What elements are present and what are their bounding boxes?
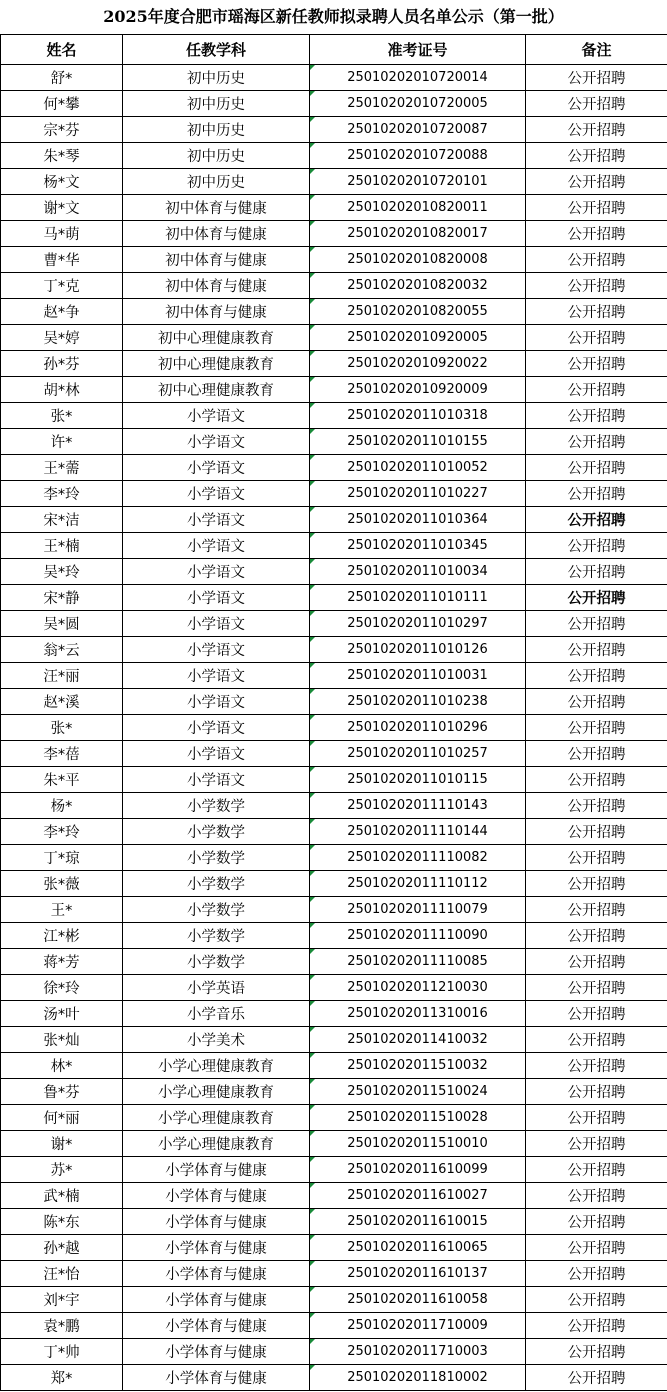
cell-name: 汪*怡	[1, 1261, 123, 1287]
cell-name: 宋*静	[1, 585, 123, 611]
cell-id: 25010202011710003	[310, 1339, 526, 1365]
cell-id: 25010202011810002	[310, 1365, 526, 1391]
table-row	[1, 481, 667, 507]
cell-subject: 初中历史	[123, 65, 310, 91]
cell-id: 25010202011010364	[310, 507, 526, 533]
cell-name: 赵*争	[1, 299, 123, 325]
table-row	[1, 351, 667, 377]
cell-name: 袁*鹏	[1, 1313, 123, 1339]
table-row	[1, 637, 667, 663]
cell-name: 王*薷	[1, 455, 123, 481]
cell-note: 公开招聘	[526, 507, 667, 533]
cell-note: 公开招聘	[526, 1027, 667, 1053]
table-row	[1, 819, 667, 845]
cell-subject: 初中心理健康教育	[123, 377, 310, 403]
cell-name: 谢*文	[1, 195, 123, 221]
cell-name: 舒*	[1, 65, 123, 91]
cell-subject: 小学心理健康教育	[123, 1079, 310, 1105]
cell-note: 公开招聘	[526, 1365, 667, 1391]
table-row	[1, 715, 667, 741]
cell-name: 曹*华	[1, 247, 123, 273]
table-row	[1, 585, 667, 611]
cell-id: 25010202011610137	[310, 1261, 526, 1287]
table-row	[1, 1001, 667, 1027]
table-row	[1, 169, 667, 195]
table-row	[1, 1079, 667, 1105]
cell-note: 公开招聘	[526, 611, 667, 637]
cell-id: 25010202010720101	[310, 169, 526, 195]
cell-subject: 初中历史	[123, 143, 310, 169]
cell-name: 王*	[1, 897, 123, 923]
table-row	[1, 1261, 667, 1287]
cell-subject: 小学美术	[123, 1027, 310, 1053]
cell-subject: 小学语文	[123, 637, 310, 663]
cell-name: 许*	[1, 429, 123, 455]
table-row	[1, 1287, 667, 1313]
cell-name: 赵*溪	[1, 689, 123, 715]
cell-note: 公开招聘	[526, 143, 667, 169]
table-row	[1, 663, 667, 689]
cell-id: 25010202011110082	[310, 845, 526, 871]
cell-note: 公开招聘	[526, 117, 667, 143]
cell-name: 李*蓓	[1, 741, 123, 767]
cell-id: 25010202010720087	[310, 117, 526, 143]
cell-id: 25010202011610099	[310, 1157, 526, 1183]
table-row	[1, 273, 667, 299]
cell-name: 宋*洁	[1, 507, 123, 533]
cell-name: 翁*云	[1, 637, 123, 663]
cell-id: 25010202011410032	[310, 1027, 526, 1053]
table-row	[1, 221, 667, 247]
cell-subject: 初中体育与健康	[123, 273, 310, 299]
cell-subject: 小学数学	[123, 819, 310, 845]
cell-subject: 小学音乐	[123, 1001, 310, 1027]
cell-id: 25010202011010296	[310, 715, 526, 741]
cell-note: 公开招聘	[526, 273, 667, 299]
cell-name: 丁*帅	[1, 1339, 123, 1365]
cell-name: 孙*越	[1, 1235, 123, 1261]
table-row	[1, 559, 667, 585]
cell-id: 25010202011010052	[310, 455, 526, 481]
cell-id: 25010202011010155	[310, 429, 526, 455]
cell-id: 25010202011610027	[310, 1183, 526, 1209]
table-row	[1, 975, 667, 1001]
cell-id: 25010202010820032	[310, 273, 526, 299]
cell-note: 公开招聘	[526, 559, 667, 585]
cell-note: 公开招聘	[526, 1001, 667, 1027]
cell-subject: 小学英语	[123, 975, 310, 1001]
cell-name: 丁*克	[1, 273, 123, 299]
cell-name: 吴*圆	[1, 611, 123, 637]
header-note: 备注	[526, 35, 667, 65]
table-row	[1, 117, 667, 143]
cell-subject: 小学语文	[123, 663, 310, 689]
cell-id: 25010202011110079	[310, 897, 526, 923]
cell-note: 公开招聘	[526, 247, 667, 273]
cell-name: 吴*玲	[1, 559, 123, 585]
table-row	[1, 507, 667, 533]
cell-subject: 初中历史	[123, 169, 310, 195]
table-row	[1, 1027, 667, 1053]
table-row	[1, 65, 667, 91]
cell-name: 朱*平	[1, 767, 123, 793]
cell-subject: 初中体育与健康	[123, 299, 310, 325]
cell-note: 公开招聘	[526, 1157, 667, 1183]
cell-id: 25010202011010345	[310, 533, 526, 559]
cell-id: 25010202011210030	[310, 975, 526, 1001]
cell-name: 张*薇	[1, 871, 123, 897]
table-row	[1, 247, 667, 273]
cell-subject: 小学体育与健康	[123, 1235, 310, 1261]
cell-subject: 小学体育与健康	[123, 1209, 310, 1235]
cell-subject: 小学体育与健康	[123, 1183, 310, 1209]
cell-subject: 小学心理健康教育	[123, 1131, 310, 1157]
cell-name: 汪*丽	[1, 663, 123, 689]
table-row	[1, 91, 667, 117]
cell-note: 公开招聘	[526, 1339, 667, 1365]
cell-note: 公开招聘	[526, 455, 667, 481]
cell-name: 丁*琼	[1, 845, 123, 871]
cell-subject: 小学数学	[123, 871, 310, 897]
cell-subject: 小学数学	[123, 949, 310, 975]
table-row	[1, 533, 667, 559]
cell-subject: 小学语文	[123, 741, 310, 767]
cell-name: 宗*芬	[1, 117, 123, 143]
cell-id: 25010202011510010	[310, 1131, 526, 1157]
cell-name: 鲁*芬	[1, 1079, 123, 1105]
cell-subject: 初中心理健康教育	[123, 351, 310, 377]
cell-note: 公开招聘	[526, 1079, 667, 1105]
cell-id: 25010202010820055	[310, 299, 526, 325]
cell-name: 杨*文	[1, 169, 123, 195]
cell-id: 25010202011010297	[310, 611, 526, 637]
table-row	[1, 1131, 667, 1157]
cell-note: 公开招聘	[526, 689, 667, 715]
cell-note: 公开招聘	[526, 533, 667, 559]
cell-subject: 小学语文	[123, 403, 310, 429]
table-row	[1, 1157, 667, 1183]
table-row	[1, 923, 667, 949]
cell-subject: 小学语文	[123, 533, 310, 559]
cell-note: 公开招聘	[526, 377, 667, 403]
cell-name: 刘*宇	[1, 1287, 123, 1313]
cell-id: 25010202011010257	[310, 741, 526, 767]
page-title: 2025年度合肥市瑶海区新任教师拟录聘人员名单公示（第一批）	[103, 7, 564, 26]
cell-note: 公开招聘	[526, 1105, 667, 1131]
cell-note: 公开招聘	[526, 897, 667, 923]
cell-subject: 小学体育与健康	[123, 1339, 310, 1365]
cell-id: 25010202011310016	[310, 1001, 526, 1027]
cell-subject: 小学语文	[123, 585, 310, 611]
cell-subject: 小学语文	[123, 481, 310, 507]
cell-note: 公开招聘	[526, 169, 667, 195]
cell-subject: 小学心理健康教育	[123, 1053, 310, 1079]
cell-subject: 小学语文	[123, 767, 310, 793]
cell-id: 25010202011610015	[310, 1209, 526, 1235]
roster-table	[0, 34, 667, 1391]
cell-name: 杨*	[1, 793, 123, 819]
cell-name: 武*楠	[1, 1183, 123, 1209]
cell-note: 公开招聘	[526, 195, 667, 221]
cell-subject: 初中体育与健康	[123, 195, 310, 221]
header-id: 准考证号	[310, 35, 526, 65]
cell-name: 郑*	[1, 1365, 123, 1391]
table-row	[1, 429, 667, 455]
cell-note: 公开招聘	[526, 221, 667, 247]
cell-name: 林*	[1, 1053, 123, 1079]
table-row	[1, 1053, 667, 1079]
cell-id: 25010202011010031	[310, 663, 526, 689]
cell-note: 公开招聘	[526, 949, 667, 975]
cell-note: 公开招聘	[526, 585, 667, 611]
cell-note: 公开招聘	[526, 637, 667, 663]
table-row	[1, 767, 667, 793]
cell-note: 公开招聘	[526, 1313, 667, 1339]
cell-subject: 小学数学	[123, 845, 310, 871]
cell-note: 公开招聘	[526, 741, 667, 767]
cell-note: 公开招聘	[526, 1183, 667, 1209]
cell-name: 张*	[1, 403, 123, 429]
cell-note: 公开招聘	[526, 819, 667, 845]
cell-id: 25010202011010111	[310, 585, 526, 611]
cell-subject: 初中历史	[123, 117, 310, 143]
table-row	[1, 1183, 667, 1209]
cell-subject: 初中心理健康教育	[123, 325, 310, 351]
cell-id: 25010202011110085	[310, 949, 526, 975]
cell-subject: 小学体育与健康	[123, 1261, 310, 1287]
cell-note: 公开招聘	[526, 923, 667, 949]
cell-subject: 小学数学	[123, 897, 310, 923]
cell-subject: 小学数学	[123, 923, 310, 949]
cell-name: 吴*婷	[1, 325, 123, 351]
cell-name: 张*灿	[1, 1027, 123, 1053]
cell-id: 25010202010820011	[310, 195, 526, 221]
cell-name: 何*攀	[1, 91, 123, 117]
cell-subject: 小学数学	[123, 793, 310, 819]
table-row	[1, 611, 667, 637]
table-row	[1, 689, 667, 715]
cell-id: 25010202011110144	[310, 819, 526, 845]
cell-subject: 小学语文	[123, 507, 310, 533]
cell-note: 公开招聘	[526, 1287, 667, 1313]
cell-id: 25010202010820017	[310, 221, 526, 247]
cell-id: 25010202011010126	[310, 637, 526, 663]
cell-note: 公开招聘	[526, 65, 667, 91]
cell-subject: 小学体育与健康	[123, 1157, 310, 1183]
table-row	[1, 377, 667, 403]
cell-id: 25010202011710009	[310, 1313, 526, 1339]
cell-id: 25010202011610058	[310, 1287, 526, 1313]
cell-note: 公开招聘	[526, 1209, 667, 1235]
cell-note: 公开招聘	[526, 299, 667, 325]
cell-id: 25010202011510032	[310, 1053, 526, 1079]
cell-name: 蒋*芳	[1, 949, 123, 975]
cell-subject: 初中历史	[123, 91, 310, 117]
cell-note: 公开招聘	[526, 1235, 667, 1261]
table-row	[1, 871, 667, 897]
table-row	[1, 1235, 667, 1261]
cell-id: 25010202010920009	[310, 377, 526, 403]
cell-id: 25010202010820008	[310, 247, 526, 273]
cell-id: 25010202011110143	[310, 793, 526, 819]
cell-note: 公开招聘	[526, 429, 667, 455]
cell-subject: 小学语文	[123, 689, 310, 715]
cell-name: 李*玲	[1, 819, 123, 845]
cell-name: 陈*东	[1, 1209, 123, 1235]
cell-name: 朱*琴	[1, 143, 123, 169]
cell-note: 公开招聘	[526, 481, 667, 507]
cell-subject: 小学语文	[123, 429, 310, 455]
table-body	[1, 65, 667, 1391]
cell-subject: 小学语文	[123, 559, 310, 585]
table-row	[1, 1313, 667, 1339]
cell-note: 公开招聘	[526, 1131, 667, 1157]
table-row	[1, 455, 667, 481]
cell-subject: 小学心理健康教育	[123, 1105, 310, 1131]
cell-subject: 初中体育与健康	[123, 221, 310, 247]
cell-note: 公开招聘	[526, 403, 667, 429]
table-row	[1, 299, 667, 325]
cell-note: 公开招聘	[526, 871, 667, 897]
table-row	[1, 143, 667, 169]
cell-subject: 小学语文	[123, 455, 310, 481]
cell-note: 公开招聘	[526, 1053, 667, 1079]
cell-id: 25010202011510024	[310, 1079, 526, 1105]
cell-id: 25010202011010034	[310, 559, 526, 585]
cell-id: 25010202011010318	[310, 403, 526, 429]
table-row	[1, 195, 667, 221]
header-subject: 任教学科	[123, 35, 310, 65]
cell-id: 25010202010920022	[310, 351, 526, 377]
table-row	[1, 403, 667, 429]
cell-note: 公开招聘	[526, 1261, 667, 1287]
cell-name: 汤*叶	[1, 1001, 123, 1027]
cell-subject: 初中体育与健康	[123, 247, 310, 273]
cell-note: 公开招聘	[526, 351, 667, 377]
table-row	[1, 325, 667, 351]
cell-name: 胡*林	[1, 377, 123, 403]
cell-note: 公开招聘	[526, 975, 667, 1001]
cell-id: 25010202011010115	[310, 767, 526, 793]
cell-id: 25010202010720014	[310, 65, 526, 91]
cell-id: 25010202011010227	[310, 481, 526, 507]
cell-id: 25010202011610065	[310, 1235, 526, 1261]
table-row	[1, 793, 667, 819]
cell-note: 公开招聘	[526, 325, 667, 351]
cell-id: 25010202010720005	[310, 91, 526, 117]
cell-name: 孙*芬	[1, 351, 123, 377]
cell-note: 公开招聘	[526, 767, 667, 793]
table-row	[1, 1209, 667, 1235]
cell-name: 张*	[1, 715, 123, 741]
header-row	[1, 35, 667, 65]
header-name: 姓名	[1, 35, 123, 65]
cell-name: 王*楠	[1, 533, 123, 559]
cell-id: 25010202011110112	[310, 871, 526, 897]
cell-note: 公开招聘	[526, 845, 667, 871]
cell-subject: 小学语文	[123, 715, 310, 741]
cell-name: 李*玲	[1, 481, 123, 507]
cell-note: 公开招聘	[526, 715, 667, 741]
table-row	[1, 897, 667, 923]
table-row	[1, 1339, 667, 1365]
cell-name: 江*彬	[1, 923, 123, 949]
cell-subject: 小学体育与健康	[123, 1365, 310, 1391]
table-row	[1, 741, 667, 767]
cell-note: 公开招聘	[526, 91, 667, 117]
cell-id: 25010202010920005	[310, 325, 526, 351]
cell-name: 苏*	[1, 1157, 123, 1183]
cell-subject: 小学语文	[123, 611, 310, 637]
cell-name: 谢*	[1, 1131, 123, 1157]
cell-note: 公开招聘	[526, 793, 667, 819]
cell-name: 何*丽	[1, 1105, 123, 1131]
cell-id: 25010202011510028	[310, 1105, 526, 1131]
table-row	[1, 845, 667, 871]
cell-subject: 小学体育与健康	[123, 1287, 310, 1313]
cell-id: 25010202011110090	[310, 923, 526, 949]
table-row	[1, 1365, 667, 1391]
cell-name: 马*萌	[1, 221, 123, 247]
cell-id: 25010202011010238	[310, 689, 526, 715]
table-row	[1, 1105, 667, 1131]
cell-note: 公开招聘	[526, 663, 667, 689]
cell-id: 25010202010720088	[310, 143, 526, 169]
table-row	[1, 949, 667, 975]
cell-subject: 小学体育与健康	[123, 1313, 310, 1339]
cell-name: 徐*玲	[1, 975, 123, 1001]
